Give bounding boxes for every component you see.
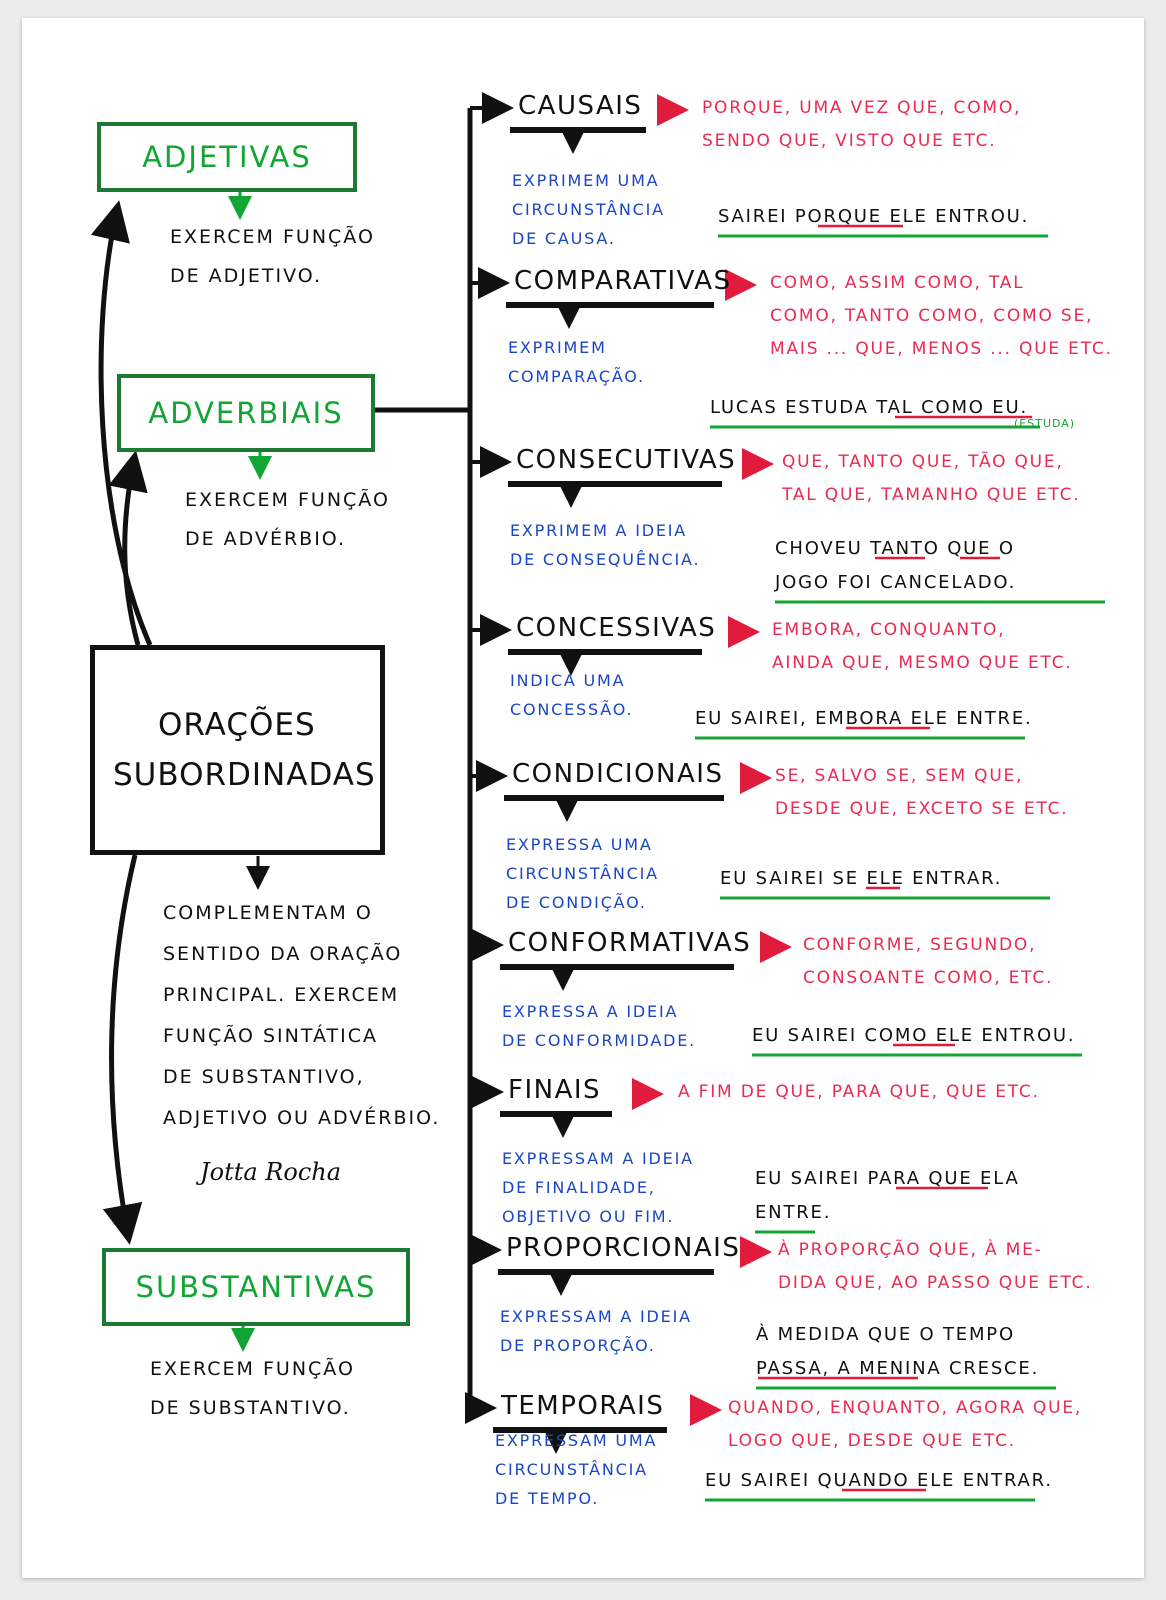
description-consecutivas <box>510 516 700 574</box>
description-finais-line: DE FINALIDADE, <box>502 1178 656 1197</box>
conjunctions-conformativas-line: CONFORME, SEGUNDO, <box>803 935 1037 955</box>
conjunctions-finais <box>678 1076 1040 1109</box>
example-condicionais-line: EU SAIREI SE ELE ENTRAR. <box>720 868 1003 889</box>
example-causais-line: SAIREI PORQUE ELE ENTROU. <box>718 206 1030 227</box>
adverbiais-desc-line: EXERCEM FUNÇÃO <box>185 489 390 511</box>
central-desc-line: COMPLEMENTAM O <box>163 902 373 924</box>
example-finais-line: ENTRE. <box>755 1202 832 1223</box>
description-conformativas-line: EXPRESSA A IDEIA <box>502 1002 679 1021</box>
branch-title-causais: CAUSAIS <box>518 91 643 121</box>
description-comparativas-line: COMPARAÇÃO. <box>508 367 645 386</box>
conjunctions-condicionais-line: DESDE QUE, EXCETO SE ETC. <box>775 799 1069 819</box>
example-conformativas-line: EU SAIREI COMO ELE ENTROU. <box>752 1025 1076 1046</box>
conjunctions-causais-line: SENDO QUE, VISTO QUE ETC. <box>702 131 997 151</box>
branch-title-condicionais: CONDICIONAIS <box>512 759 724 789</box>
conjunctions-conformativas <box>803 929 1053 995</box>
adjetivas-desc-line: EXERCEM FUNÇÃO <box>170 226 375 248</box>
description-temporais <box>495 1426 657 1513</box>
conjunctions-comparativas <box>770 267 1113 366</box>
example-consecutivas-line: CHOVEU TANTO QUE O <box>775 538 1015 559</box>
example-finais <box>755 1162 1020 1230</box>
example-conformativas <box>752 1019 1075 1053</box>
description-temporais-line: DE TEMPO. <box>495 1489 600 1508</box>
description-comparativas <box>508 333 645 391</box>
conjunctions-comparativas-line: COMO, ASSIM COMO, TAL <box>770 273 1025 293</box>
description-finais-line: EXPRESSAM A IDEIA <box>502 1149 694 1168</box>
description-comparativas-line: EXPRIMEM <box>508 338 607 357</box>
substantivas-title: SUBSTANTIVAS <box>135 1270 377 1304</box>
branch-title-consecutivas: CONSECUTIVAS <box>516 445 737 475</box>
conjunctions-concessivas-line: EMBORA, CONQUANTO, <box>772 620 1006 640</box>
conjunctions-condicionais-line: SE, SALVO SE, SEM QUE, <box>775 766 1024 786</box>
conjunctions-concessivas <box>772 614 1073 680</box>
description-proporcionais-line: EXPRESSAM A IDEIA <box>500 1307 692 1326</box>
description-causais-line: EXPRIMEM UMA <box>512 171 660 190</box>
central-desc-line: FUNÇÃO SINTÁTICA <box>163 1025 378 1047</box>
substantivas-box <box>102 1248 410 1326</box>
adverbiais-box <box>117 374 375 452</box>
central-description <box>163 893 440 1139</box>
description-condicionais-line: CIRCUNSTÂNCIA <box>506 864 659 883</box>
example-temporais-line: EU SAIREI QUANDO ELE ENTRAR. <box>705 1470 1053 1491</box>
conjunctions-comparativas-line: MAIS ... QUE, MENOS ... QUE ETC. <box>770 339 1113 359</box>
adjetivas-title: ADJETIVAS <box>142 140 312 174</box>
conjunctions-proporcionais <box>778 1234 1093 1300</box>
central-desc-line: DE SUBSTANTIVO, <box>163 1066 365 1088</box>
branch-title-concessivas: CONCESSIVAS <box>516 613 717 643</box>
description-concessivas <box>510 666 633 724</box>
central-desc-line: SENTIDO DA ORAÇÃO <box>163 943 403 965</box>
central-title-line: ORAÇÕES <box>158 707 316 743</box>
description-concessivas-line: CONCESSÃO. <box>510 700 634 719</box>
description-condicionais <box>506 830 659 917</box>
description-conformativas <box>502 997 696 1055</box>
description-conformativas-line: DE CONFORMIDADE. <box>502 1031 696 1050</box>
description-temporais-line: CIRCUNSTÂNCIA <box>495 1460 648 1479</box>
adverbiais-desc-line: DE ADVÉRBIO. <box>185 528 347 550</box>
description-causais-line: DE CAUSA. <box>512 229 616 248</box>
conjunctions-concessivas-line: AINDA QUE, MESMO QUE ETC. <box>772 653 1073 673</box>
central-title-line: SUBORDINADAS <box>113 757 376 793</box>
branch-title-temporais: TEMPORAIS <box>501 1391 665 1421</box>
example-condicionais <box>720 862 1002 896</box>
example-comparativas-line: LUCAS ESTUDA TAL COMO EU. <box>710 397 1028 418</box>
conjunctions-temporais-line: QUANDO, ENQUANTO, AGORA QUE, <box>728 1398 1083 1418</box>
adjetivas-box <box>97 122 357 192</box>
branch-title-conformativas: CONFORMATIVAS <box>508 928 752 958</box>
adverbiais-description <box>185 481 390 559</box>
branch-title-proporcionais: PROPORCIONAIS <box>506 1233 741 1263</box>
description-proporcionais-line: DE PROPORÇÃO. <box>500 1336 656 1355</box>
conjunctions-temporais-line: LOGO QUE, DESDE QUE ETC. <box>728 1431 1017 1451</box>
substantivas-description <box>150 1350 355 1428</box>
example-proporcionais-line: PASSA, A MENINA CRESCE. <box>756 1358 1040 1379</box>
example-concessivas <box>695 702 1033 736</box>
adjetivas-desc-line: DE ADJETIVO. <box>170 265 323 287</box>
conjunctions-consecutivas <box>782 446 1081 512</box>
example-temporais <box>705 1464 1053 1498</box>
conjunctions-temporais <box>728 1392 1082 1458</box>
example-proporcionais <box>756 1318 1039 1386</box>
description-condicionais-line: DE CONDIÇÃO. <box>506 893 647 912</box>
conjunctions-consecutivas-line: QUE, TANTO QUE, TÃO QUE, <box>782 452 1064 472</box>
conjunctions-condicionais <box>775 760 1069 826</box>
description-temporais-line: EXPRESSAM UMA <box>495 1431 658 1450</box>
example-proporcionais-line: À MEDIDA QUE O TEMPO <box>756 1324 1015 1345</box>
example-consecutivas-line: JOGO FOI CANCELADO. <box>775 572 1017 593</box>
description-consecutivas-line: EXPRIMEM A IDEIA <box>510 521 688 540</box>
conjunctions-proporcionais-line: À PROPORÇÃO QUE, À ME- <box>778 1240 1043 1260</box>
example-finais-line: EU SAIREI PARA QUE ELA <box>755 1168 1020 1189</box>
description-condicionais-line: EXPRESSA UMA <box>506 835 653 854</box>
author-signature: Jotta Rocha <box>200 1158 342 1186</box>
example-comparativas <box>710 391 1028 425</box>
conjunctions-causais-line: PORQUE, UMA VEZ QUE, COMO, <box>702 98 1022 118</box>
description-causais <box>512 166 665 253</box>
example-concessivas-line: EU SAIREI, EMBORA ELE ENTRE. <box>695 708 1033 729</box>
central-desc-line: PRINCIPAL. EXERCEM <box>163 984 400 1006</box>
example-causais <box>718 200 1029 234</box>
description-finais <box>502 1144 694 1231</box>
substantivas-desc-line: EXERCEM FUNÇÃO <box>150 1358 355 1380</box>
description-finais-line: OBJETIVO OU FIM. <box>502 1207 675 1226</box>
central-desc-line: ADJETIVO OU ADVÉRBIO. <box>163 1107 441 1129</box>
branch-title-comparativas: COMPARATIVAS <box>514 266 732 296</box>
substantivas-desc-line: DE SUBSTANTIVO. <box>150 1397 351 1419</box>
example-note-comparativas: (ESTUDA) <box>1014 417 1076 430</box>
conjunctions-causais <box>702 92 1021 158</box>
example-consecutivas <box>775 532 1016 600</box>
conjunctions-comparativas-line: COMO, TANTO COMO, COMO SE, <box>770 306 1094 326</box>
description-consecutivas-line: DE CONSEQUÊNCIA. <box>510 550 701 569</box>
branch-title-finais: FINAIS <box>508 1075 602 1105</box>
description-concessivas-line: INDICA UMA <box>510 671 626 690</box>
description-proporcionais <box>500 1302 692 1360</box>
oracoes-subordinadas-box <box>90 645 385 855</box>
conjunctions-conformativas-line: CONSOANTE COMO, ETC. <box>803 968 1054 988</box>
description-causais-line: CIRCUNSTÂNCIA <box>512 200 665 219</box>
adverbiais-title: ADVERBIAIS <box>148 396 344 430</box>
conjunctions-consecutivas-line: TAL QUE, TAMANHO QUE ETC. <box>782 485 1081 505</box>
adjetivas-description <box>170 218 375 296</box>
conjunctions-proporcionais-line: DIDA QUE, AO PASSO QUE ETC. <box>778 1273 1093 1293</box>
conjunctions-finais-line: A FIM DE QUE, PARA QUE, QUE ETC. <box>678 1082 1040 1102</box>
